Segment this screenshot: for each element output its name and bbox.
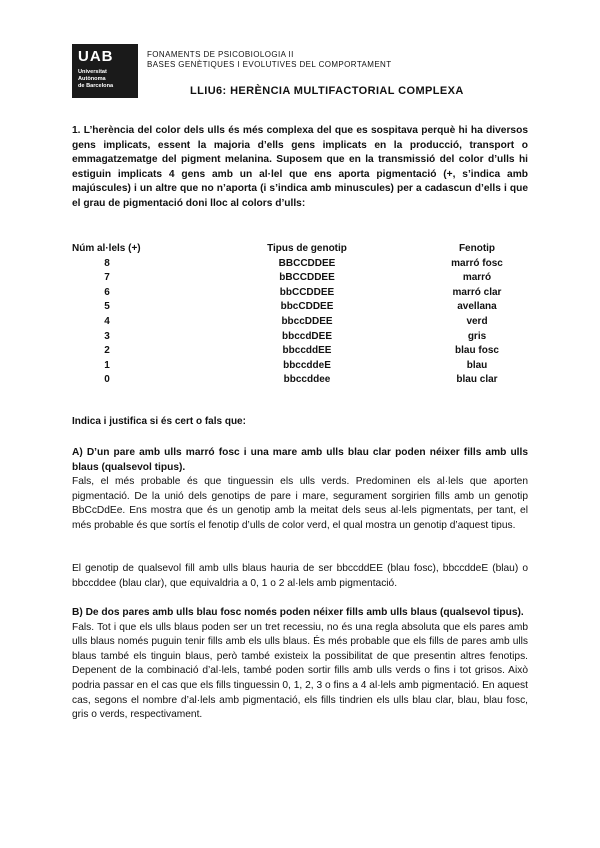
phenotype: avellana [457, 301, 497, 313]
part-b-question: B) De dos pares amb ulls blau fosc només poden néixer fills amb ulls blaus (qualsevol tipus). [72, 607, 524, 618]
column-header: Fenotip [458, 243, 496, 254]
genotype: bbccdDEE [281, 330, 332, 342]
logo-subtitle [78, 69, 132, 90]
table-row [72, 344, 528, 359]
part-a [72, 446, 528, 534]
document-title: LLIU6: HERÈNCIA MULTIFACTORIAL COMPLEXA [190, 85, 464, 97]
part-a-followup: El genotip de qualsevol fill amb ulls blaus hauria de ser bbccddEE (blau fosc), bbccddeE (blau) o bbccddee (blau clar), que equivaldria a 0, 1 o 2 al·lels amb pigmentació. [72, 563, 528, 589]
genotype: bbccddee [283, 374, 331, 386]
phenotype: verd [466, 315, 488, 327]
column-header: Núm al·lels (+) [72, 243, 141, 254]
allele-count: 2 [104, 345, 110, 357]
allele-count: 7 [104, 272, 110, 284]
part-b-answer: Fals. Tot i que els ulls blaus poden ser un tret recessiu, no és una regla absoluta que els pares amb ulls blaus només puguin tenir fills amb els ulls blaus. És més probable que els fills de pares amb ulls blaus també els tinguin blaus, però també existeix la possibilitat de que presentin altres fenotips. Depenent de la combinació d’al·lels, també poden sortir fills amb ulls verds o fins i tot grisos. Això podria passar en el cas que els fills tinguessin 0, 1, 2, 3 o fins a 4 al·lels amb pigmentació. En aquest cas, segons el nombre d’al·lels amb pigmentació, els fills tindrien els ulls blau clar, blau, blau fosc, gris o verds, respectivament. [72, 621, 528, 721]
question-1: 1. L’herència del color dels ulls és més complexa del que es sospitava perquè hi ha diversos gens implicats, essent la majoria d’ells gens implicats en la producció, transport o emmagatzematge del pigment melanina. Suposem que en la transmissió del color d’ulls hi estiguin implicats 4 gens amb un al·lel que ens aporta pigmentació (+, s’indica amb majúscules) i un altre que no n’aporta (i s’indica amb minuscules) per a cadascun d’ells i que el grau de pigmentació doni lloc al colors d’ulls: [72, 125, 528, 209]
allele-count: 5 [104, 301, 110, 313]
genotype-table [72, 242, 528, 388]
logo-brand: UAB [78, 48, 114, 65]
phenotype: marró clar [452, 286, 502, 298]
genotype: bbccddEE [282, 345, 332, 357]
allele-count: 6 [104, 286, 110, 298]
part-b [72, 606, 528, 723]
phenotype: marró [462, 272, 492, 284]
phenotype: blau fosc [455, 345, 499, 357]
allele-count: 1 [104, 359, 110, 371]
logo-sub-line: de Barcelona [78, 83, 114, 89]
genotype: bbcCDDEE [280, 301, 334, 313]
allele-count: 3 [104, 330, 110, 342]
table-row [72, 330, 528, 345]
phenotype: gris [467, 330, 487, 342]
genotype: bbccDDEE [281, 315, 333, 327]
phenotype: marró fosc [451, 257, 503, 269]
allele-count: 4 [104, 315, 110, 327]
instruction-heading: Indica i justifica si és cert o fals que: [72, 416, 246, 427]
allele-count: 8 [104, 257, 110, 269]
table-row [72, 286, 528, 301]
genotype: bbccddeE [283, 359, 331, 371]
university-logo [72, 44, 138, 98]
table-row [72, 257, 528, 272]
genotype: bBCCDDEE [279, 272, 335, 284]
genotype: BBCCDDEE [278, 257, 336, 269]
table-row [72, 271, 528, 286]
phenotype: blau clar [456, 374, 498, 386]
table-row [72, 359, 528, 374]
table-row [72, 373, 528, 388]
part-a-question: A) D’un pare amb ulls marró fosc i una mare amb ulls blau clar poden néixer fills amb ulls blaus (qualsevol tipus). [72, 447, 528, 473]
table-row [72, 315, 528, 330]
part-a-answer: Fals, el més probable és que tinguessin els ulls verds. Predominen els al·lels que aporten pigmentació. De la unió dels genotips de pare i mare, segurament sorgirien fills amb un genotip BbCcDdEe. Ens mostra que és un genotip amb la meitat dels seus al·lels pigmentats, per tant, el més probable és que sortís el fenotip d’ulls de color verd, el qual mostra un genotip d’aquest tipus. [72, 476, 528, 531]
table-row [72, 300, 528, 315]
table-header-row [72, 242, 528, 257]
column-header: Tipus de genotip [267, 243, 347, 254]
genotype: bbCCDDEE [279, 286, 335, 298]
course-header [147, 50, 392, 70]
phenotype: blau [466, 359, 488, 371]
course-line-1: FONAMENTS DE PSICOBIOLOGIA II [147, 50, 294, 59]
course-line-2: BASES GENÈTIQUES I EVOLUTIVES DEL COMPORTAMENT [147, 60, 392, 69]
allele-count: 0 [104, 374, 110, 386]
logo-sub-line: Autònoma [78, 76, 106, 82]
logo-sub-line: Universitat [78, 69, 107, 75]
